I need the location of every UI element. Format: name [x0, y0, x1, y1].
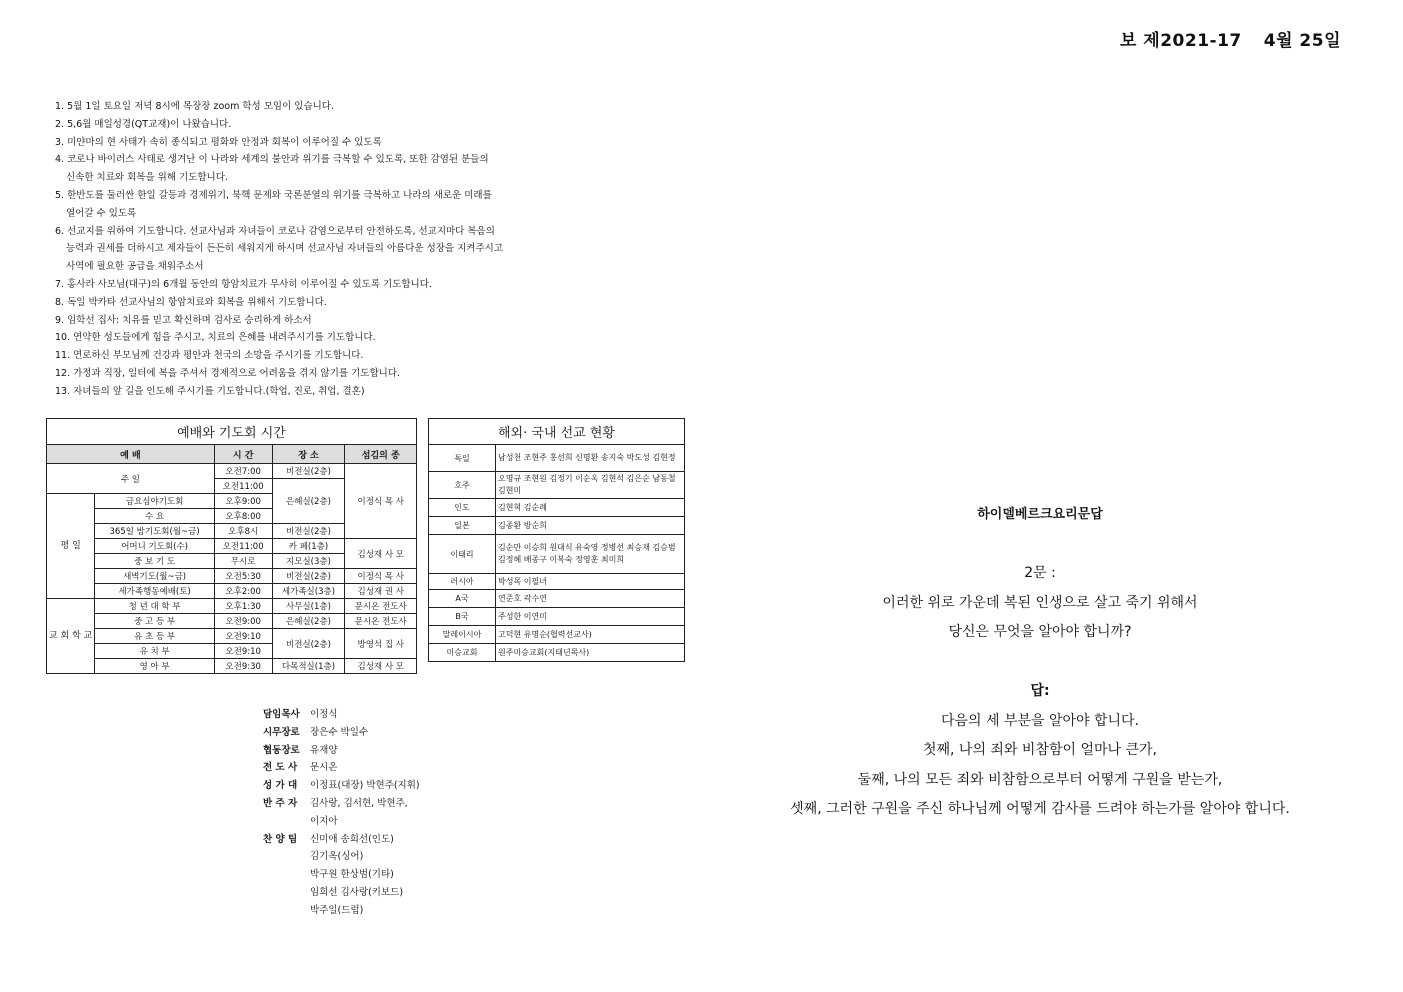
mission-status-table [428, 418, 685, 662]
worship-schedule-table [46, 418, 417, 674]
table-cell: 김종환 방순희 [496, 517, 685, 535]
list-item: 사역에 필요한 공급을 채워주소서 [66, 261, 204, 273]
table-cell: 다목적실(1층) [272, 659, 345, 674]
issue-number: 보 제2021-17 [1119, 31, 1242, 51]
table-cell: 은혜실(2층) [272, 479, 345, 524]
staff-role [263, 866, 310, 884]
table-cell: 비전실(2층) [272, 524, 345, 539]
table-cell: B국 [429, 608, 496, 626]
table-cell: 오전9:00 [214, 614, 272, 629]
table-cell: 주성한 이연미 [496, 608, 685, 626]
table-cell: 유 초 등 부 [95, 629, 214, 644]
staff-row [263, 848, 420, 866]
table-cell: A국 [429, 590, 496, 608]
worship-table-title: 예배와 기도회 시간 [47, 419, 417, 445]
table-cell: 오전7:00 [214, 464, 272, 479]
list-item: 6. 선교지를 위하여 기도합니다. 선교사님과 자녀들이 코로나 감염으로부터 안전하도록, 선교지마다 복음의 [55, 225, 495, 237]
staff-role [263, 884, 310, 902]
table-cell: 수 요 [95, 509, 214, 524]
table-cell: 오후8시 [214, 524, 272, 539]
answer-label: 답: [1030, 683, 1050, 699]
list-item: 12. 가정과 직장, 일터에 복을 주셔서 경제적으로 어려움을 겪지 않기를 기도합니다. [55, 367, 401, 379]
staff-role [263, 813, 310, 831]
table-cell: 김순만 이승희 원대식 유숙영 정병선 최승재 김승범 김정혜 배종구 이복숙 정영훈 최미희 [496, 535, 685, 574]
staff-names: 장은수 박일수 [310, 726, 369, 738]
table-cell: 이태리 [429, 535, 496, 574]
church-staff-list [263, 706, 420, 920]
table-cell: 김현혁 김순례 [496, 499, 685, 517]
mission-table-title: 해외· 국내 선교 현황 [429, 419, 685, 445]
staff-row [263, 742, 420, 760]
list-item: 열어갈 수 있도록 [66, 207, 137, 219]
list-item: 신속한 치료와 회복을 위해 기도합니다. [66, 172, 228, 184]
table-cell: 어머니 기도회(수) [95, 539, 214, 554]
table-cell: 연준호 곽수연 [496, 590, 685, 608]
table-cell: 김성재 사 모 [345, 659, 417, 674]
table-cell: 호주 [429, 472, 496, 499]
group-label: 평 일 [47, 494, 95, 599]
staff-row [263, 724, 420, 742]
list-item: 1. 5월 1일 토요일 저녁 8시에 목장장 zoom 학성 모임이 있습니다. [55, 101, 334, 112]
staff-role [263, 848, 310, 866]
list-item: 7. 홍사라 사모님(대구)의 6개월 동안의 항암치료가 무사히 이루어질 수 있도록 기도합니다. [55, 278, 432, 290]
table-cell: 오후2:00 [214, 584, 272, 599]
table-cell: 금요심야기도회 [95, 494, 214, 509]
table-cell: 오후1:30 [214, 599, 272, 614]
table-cell: 오전5:30 [214, 569, 272, 584]
table-cell: 미승교회 [429, 644, 496, 662]
catechism-title: 하이델베르크요리문답 [977, 507, 1103, 522]
question-label: 2문 : [1024, 565, 1056, 581]
table-cell: 문시온 전도사 [345, 614, 417, 629]
list-item: 9. 임학선 집사: 치유를 믿고 확신하며 검사로 승리하게 하소서 [55, 314, 312, 326]
table-cell: 오전11:00 [214, 479, 272, 494]
table-cell: 원주미승교회(지태년목사) [496, 644, 685, 662]
prayer-list [55, 98, 655, 401]
staff-names: 이지아 [310, 815, 338, 827]
table-cell: 오전9:10 [214, 644, 272, 659]
group-label: 교 회 학 교 [47, 599, 95, 674]
table-cell: 독일 [429, 445, 496, 472]
table-cell: 비전실(2층) [272, 629, 345, 659]
table-cell: 새벽기도(월~금) [95, 569, 214, 584]
table-cell: 유 치 부 [95, 644, 214, 659]
staff-row [263, 706, 420, 724]
table-cell: 세가족행동예배(토) [95, 584, 214, 599]
table-cell: 365일 밤기도회(월~금) [95, 524, 214, 539]
table-cell: 방영석 집 사 [345, 629, 417, 659]
table-cell: 비전실(2층) [272, 569, 345, 584]
staff-names: 문시온 [310, 762, 338, 774]
question-line: 이러한 위로 가운데 복된 인생으로 살고 죽기 위해서 [882, 594, 1198, 611]
staff-role: 전 도 사 [263, 762, 298, 774]
column-header: 섬김의 종 [345, 445, 417, 464]
table-cell: 박성목 이필녀 [496, 574, 685, 590]
staff-names: 신미애 송희선(인도) [310, 833, 394, 845]
staff-names: 김사랑, 김서현, 박현주, [310, 797, 408, 809]
table-cell: 인도 [429, 499, 496, 517]
table-cell: 러시아 [429, 574, 496, 590]
table-cell: 말레이시아 [429, 626, 496, 644]
staff-names: 박주일(드럼) [310, 904, 364, 916]
staff-names: 김기옥(싱어) [310, 851, 364, 863]
list-item: 4. 코로나 바이러스 사태로 생겨난 이 나라와 세계의 불안과 위기를 극복할 수 있도록, 또한 감염된 분들의 [55, 154, 489, 166]
table-cell: 세가족실(3층) [272, 584, 345, 599]
table-cell: 남성천 조현주 홍선희 신명환 송지숙 박도성 김현정 [496, 445, 685, 472]
staff-role: 성 가 대 [263, 780, 298, 792]
bulletin-header [1098, 26, 1341, 51]
answer-line: 다음의 세 부분을 알아야 합니다. [940, 712, 1140, 729]
staff-role: 반 주 자 [263, 797, 298, 809]
bulletin-date: 4월 25일 [1263, 31, 1341, 51]
staff-row [263, 884, 420, 902]
table-cell: 비전실(2층) [272, 464, 345, 479]
list-item: 3. 미얀마의 현 사태가 속히 종식되고 평화와 안정과 회복이 이루어질 수 있도록 [55, 136, 382, 148]
table-cell: 카 페(1층) [272, 539, 345, 554]
answer-line: 셋째, 그러한 구원을 주신 하나님께 어떻게 감사를 드려야 하는가를 알아야 합니다. [790, 801, 1290, 817]
table-cell: 이정식 목 사 [345, 569, 417, 584]
answer-line: 첫째, 나의 죄와 비참함이 얼마나 큰가, [922, 742, 1157, 758]
table-cell: 중 고 등 부 [95, 614, 214, 629]
staff-row [263, 813, 420, 831]
question-line: 당신은 무엇을 알아야 합니까? [948, 624, 1132, 640]
table-cell: 영 아 부 [95, 659, 214, 674]
column-header: 예 배 [47, 445, 215, 464]
table-cell: 중 보 기 도 [95, 554, 214, 569]
answer-line: 둘째, 나의 모든 죄와 비참함으로부터 어떻게 구원을 받는가, [857, 771, 1223, 788]
staff-row [263, 831, 420, 849]
table-cell: 일본 [429, 517, 496, 535]
staff-role: 찬 양 팀 [263, 833, 298, 845]
staff-names: 임희선 김사랑(키보드) [310, 886, 404, 898]
table-cell: 이정식 목 사 [345, 464, 417, 539]
staff-names: 박구원 한상범(기타) [310, 869, 394, 881]
column-header: 시 간 [214, 445, 272, 464]
table-cell: 무시로 [214, 554, 272, 569]
table-cell: 은혜실(2층) [272, 614, 345, 629]
staff-row [263, 902, 420, 920]
table-cell: 오후8:00 [214, 509, 272, 524]
list-item: 능력과 권세를 더하시고 제자들이 든든히 세워지게 하시며 선교사님 자녀들의 아름다운 성장을 지켜주시고 [66, 243, 504, 255]
table-cell: 주 일 [47, 464, 215, 494]
table-cell: 오명규 조현원 김정기 이순옥 김현석 김은순 남동철 김현미 [496, 472, 685, 499]
table-cell: 지모실(3층) [272, 554, 345, 569]
list-item: 2. 5,6월 매일성경(QT교재)이 나왔습니다. [55, 118, 232, 130]
table-cell: 오전9:30 [214, 659, 272, 674]
staff-row [263, 759, 420, 777]
catechism-section [740, 500, 1340, 825]
table-cell: 사무실(1층) [272, 599, 345, 614]
staff-names: 이정표(대장) 박현주(지휘) [310, 780, 420, 792]
table-cell: 고덕현 유명순(협력선교사) [496, 626, 685, 644]
list-item: 5. 한반도를 둘러싼 한일 갈등과 경제위기, 북핵 문제와 국론분열의 위기를 극복하고 나라의 새로운 미래를 [55, 189, 492, 201]
staff-role: 담임목사 [263, 709, 300, 720]
table-cell: 오전11:00 [214, 539, 272, 554]
list-item: 13. 자녀들의 앞 길을 인도해 주시기를 기도합니다.(학업, 진로, 취업, 결혼) [55, 385, 365, 397]
table-cell: 오전9:10 [214, 629, 272, 644]
list-item: 8. 독일 박카타 선교사님의 항암치료와 회복을 위해서 기도합니다. [55, 296, 327, 308]
table-cell: 청 년 대 학 부 [95, 599, 214, 614]
list-item: 11. 연로하신 부모님께 건강과 평안과 천국의 소망을 주시기를 기도합니다. [55, 350, 364, 362]
table-cell: 김성재 권 사 [345, 584, 417, 599]
table-cell: 문시온 전도사 [345, 599, 417, 614]
staff-role: 시무장로 [263, 726, 300, 738]
table-cell: 오후9:00 [214, 494, 272, 509]
staff-row [263, 795, 420, 813]
column-header: 장 소 [272, 445, 345, 464]
staff-role: 협동장로 [263, 744, 300, 756]
list-item: 10. 연약한 성도들에게 힘을 주시고, 치료의 은혜를 내려주시기를 기도합니다. [55, 332, 376, 344]
staff-row [263, 866, 420, 884]
staff-names: 유재양 [310, 744, 338, 756]
table-cell: 김성재 사 모 [345, 539, 417, 569]
staff-role [263, 902, 310, 920]
staff-names: 이정식 [310, 709, 338, 720]
staff-row [263, 777, 420, 795]
